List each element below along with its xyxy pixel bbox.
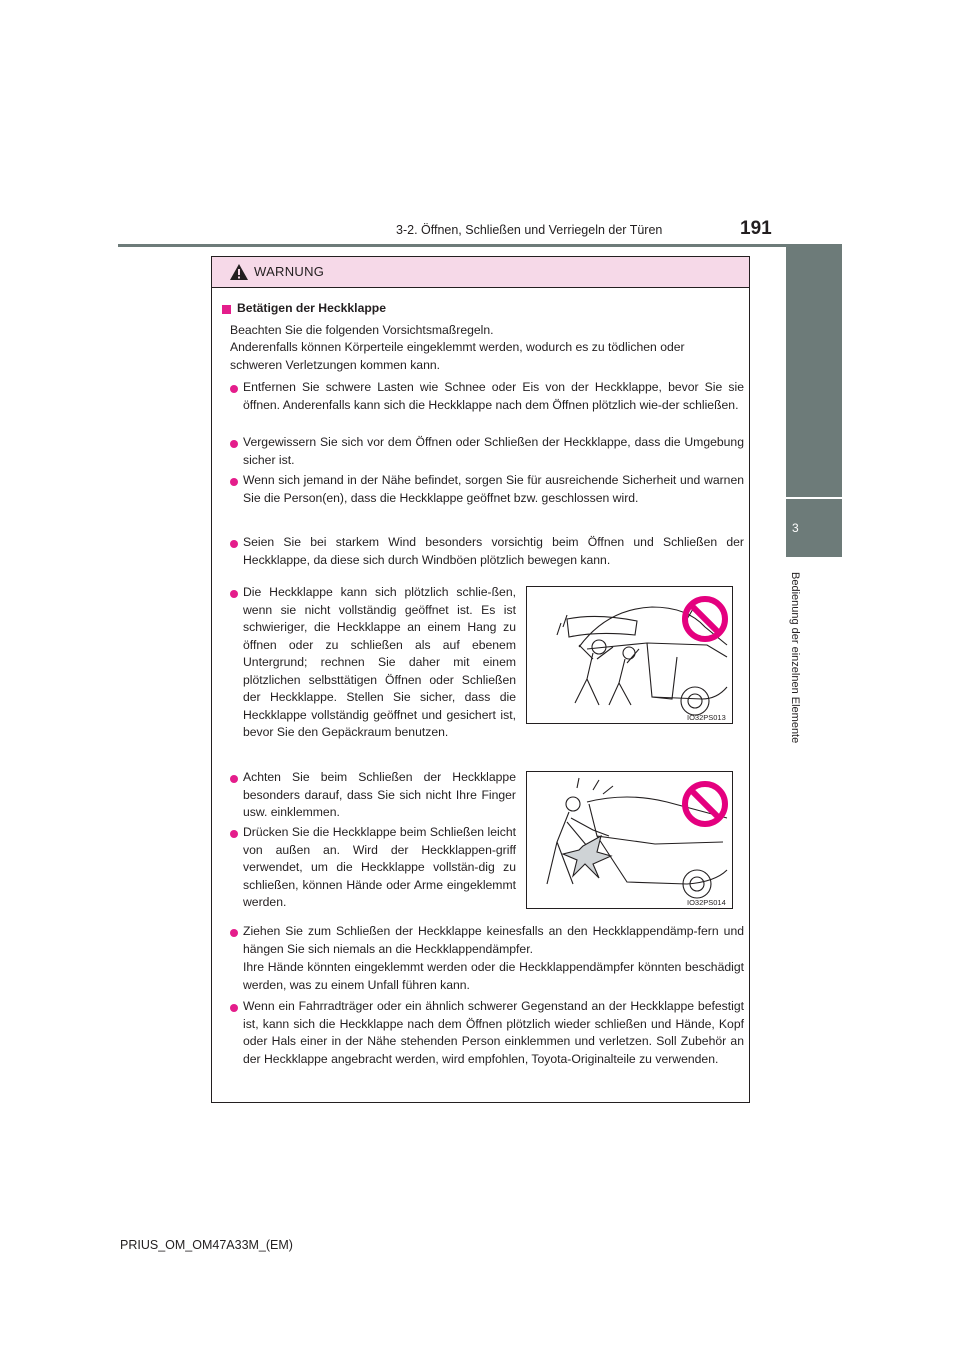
figure-code: IO32PS013 bbox=[687, 713, 726, 722]
bullet-dot bbox=[230, 478, 238, 486]
bullet-text: Die Heckklappe kann sich plötzlich schlie-ßen, wenn sie nicht vollständig geöffnet ist. Es ist schwieriger, die Heckklappe an einem Hang zu öffnen oder zu schließen als auf ebenem Untergrund; rechnen Sie daher mit einem plötzlichen selbsttätigen Öffnen oder Schließen der Heckklappe. Stellen Sie sicher, dass die Heckklappe vollständig geöffnet und gesichert ist, bevor Sie den Gepäckraum benutzen. bbox=[243, 585, 516, 739]
section-title: 3-2. Öffnen, Schließen und Verriegeln der Türen bbox=[396, 223, 663, 237]
intro-line-1: Beachten Sie die folgenden Vorsichtsmaßregeln. bbox=[230, 323, 494, 337]
illustration-hand-pinched bbox=[526, 771, 733, 909]
bullet-text: Vergewissern Sie sich vor dem Öffnen oder Schließen der Heckklappe, dass die Umgebung sicher ist. bbox=[243, 435, 744, 467]
bullet-dot bbox=[230, 385, 238, 393]
bullet-text: Seien Sie bei starkem Wind besonders vorsichtig beim Öffnen und Schließen der Heckklappe, da diese sich durch Windböen plötzlich bewegen kann. bbox=[243, 535, 744, 567]
intro-line-3: schweren Verletzungen kommen kann. bbox=[230, 358, 441, 372]
warning-triangle-icon bbox=[229, 263, 249, 281]
bullet-text: Wenn ein Fahrradträger oder ein ähnlich schwerer Gegenstand an der Heckklappe befestigt ist, kann sich die Heckklappe nach dem Öffnen plötzlich wieder schließen und Hände, Kopf oder Hals einer in der Nähe stehenden Person einklemmen und verletzen. Soll Zubehör an der Heckklappe angebracht werden, wird empfohlen, Toyota-Originalteile zu verwenden. bbox=[243, 999, 744, 1066]
header-rule bbox=[118, 244, 842, 247]
heading-bullet bbox=[222, 305, 231, 314]
bullet-dot bbox=[230, 929, 238, 937]
page-number: 191 bbox=[740, 218, 772, 239]
prohibition-icon bbox=[681, 595, 729, 643]
bullet-dot bbox=[230, 830, 238, 838]
document-id: PRIUS_OM_OM47A33M_(EM) bbox=[120, 1238, 293, 1252]
bullet-text-continued: Ihre Hände könnten eingeklemmt werden oder die Heckklappendämpfer könnten beschädigt werden, was zu einem Unfall führen kann. bbox=[243, 960, 744, 992]
warning-heading: Betätigen der Heckklappe bbox=[237, 301, 387, 315]
intro-line-2: Anderenfalls können Körperteile eingeklemmt werden, wodurch es zu tödlichen oder bbox=[230, 340, 685, 354]
prohibition-icon bbox=[681, 780, 729, 828]
chapter-tab bbox=[786, 247, 842, 497]
bullet-dot bbox=[230, 540, 238, 548]
chapter-number: 3 bbox=[792, 521, 799, 535]
bullet-dot bbox=[230, 775, 238, 783]
warning-header bbox=[212, 257, 749, 288]
bullet-dot bbox=[230, 440, 238, 448]
figure-code: IO32PS014 bbox=[687, 898, 726, 907]
bullet-text: Entfernen Sie schwere Lasten wie Schnee oder Eis von der Heckklappe, bevor Sie sie öffnen. Anderenfalls kann sich die Heckklappe nach dem Öffnen plötzlich wie-der schließen. bbox=[243, 380, 744, 412]
bullet-text: Achten Sie beim Schließen der Heckklappe besonders darauf, dass Sie sich nicht Ihre Finger usw. einklemmen. bbox=[243, 770, 516, 819]
illustration-tailgate-closing bbox=[526, 586, 733, 724]
bullet-dot bbox=[230, 590, 238, 598]
bullet-text: Ziehen Sie zum Schließen der Heckklappe keinesfalls an den Heckklappendämp-fern und hängen Sie sich niemals an die Heckklappendämpfer. bbox=[243, 924, 744, 956]
bullet-text: Wenn sich jemand in der Nähe befindet, sorgen Sie für ausreichende Sicherheit und warnen Sie die Person(en), dass die Heckklappe geöffnet bzw. geschlossen wird. bbox=[243, 473, 744, 505]
chapter-number-tab bbox=[786, 499, 842, 557]
warning-title: WARNUNG bbox=[254, 264, 325, 279]
chapter-label: Bedienung der einzelnen Elemente bbox=[789, 572, 801, 744]
warning-box bbox=[211, 256, 750, 1103]
bullet-dot bbox=[230, 1004, 238, 1012]
bullet-text: Drücken Sie die Heckklappe beim Schließen leicht von außen an. Wird der Heckklappen-griff verwendet, um die Heckklappe vollstän-dig zu schließen, können Hände oder Arme eingeklemmt werden. bbox=[243, 825, 516, 909]
